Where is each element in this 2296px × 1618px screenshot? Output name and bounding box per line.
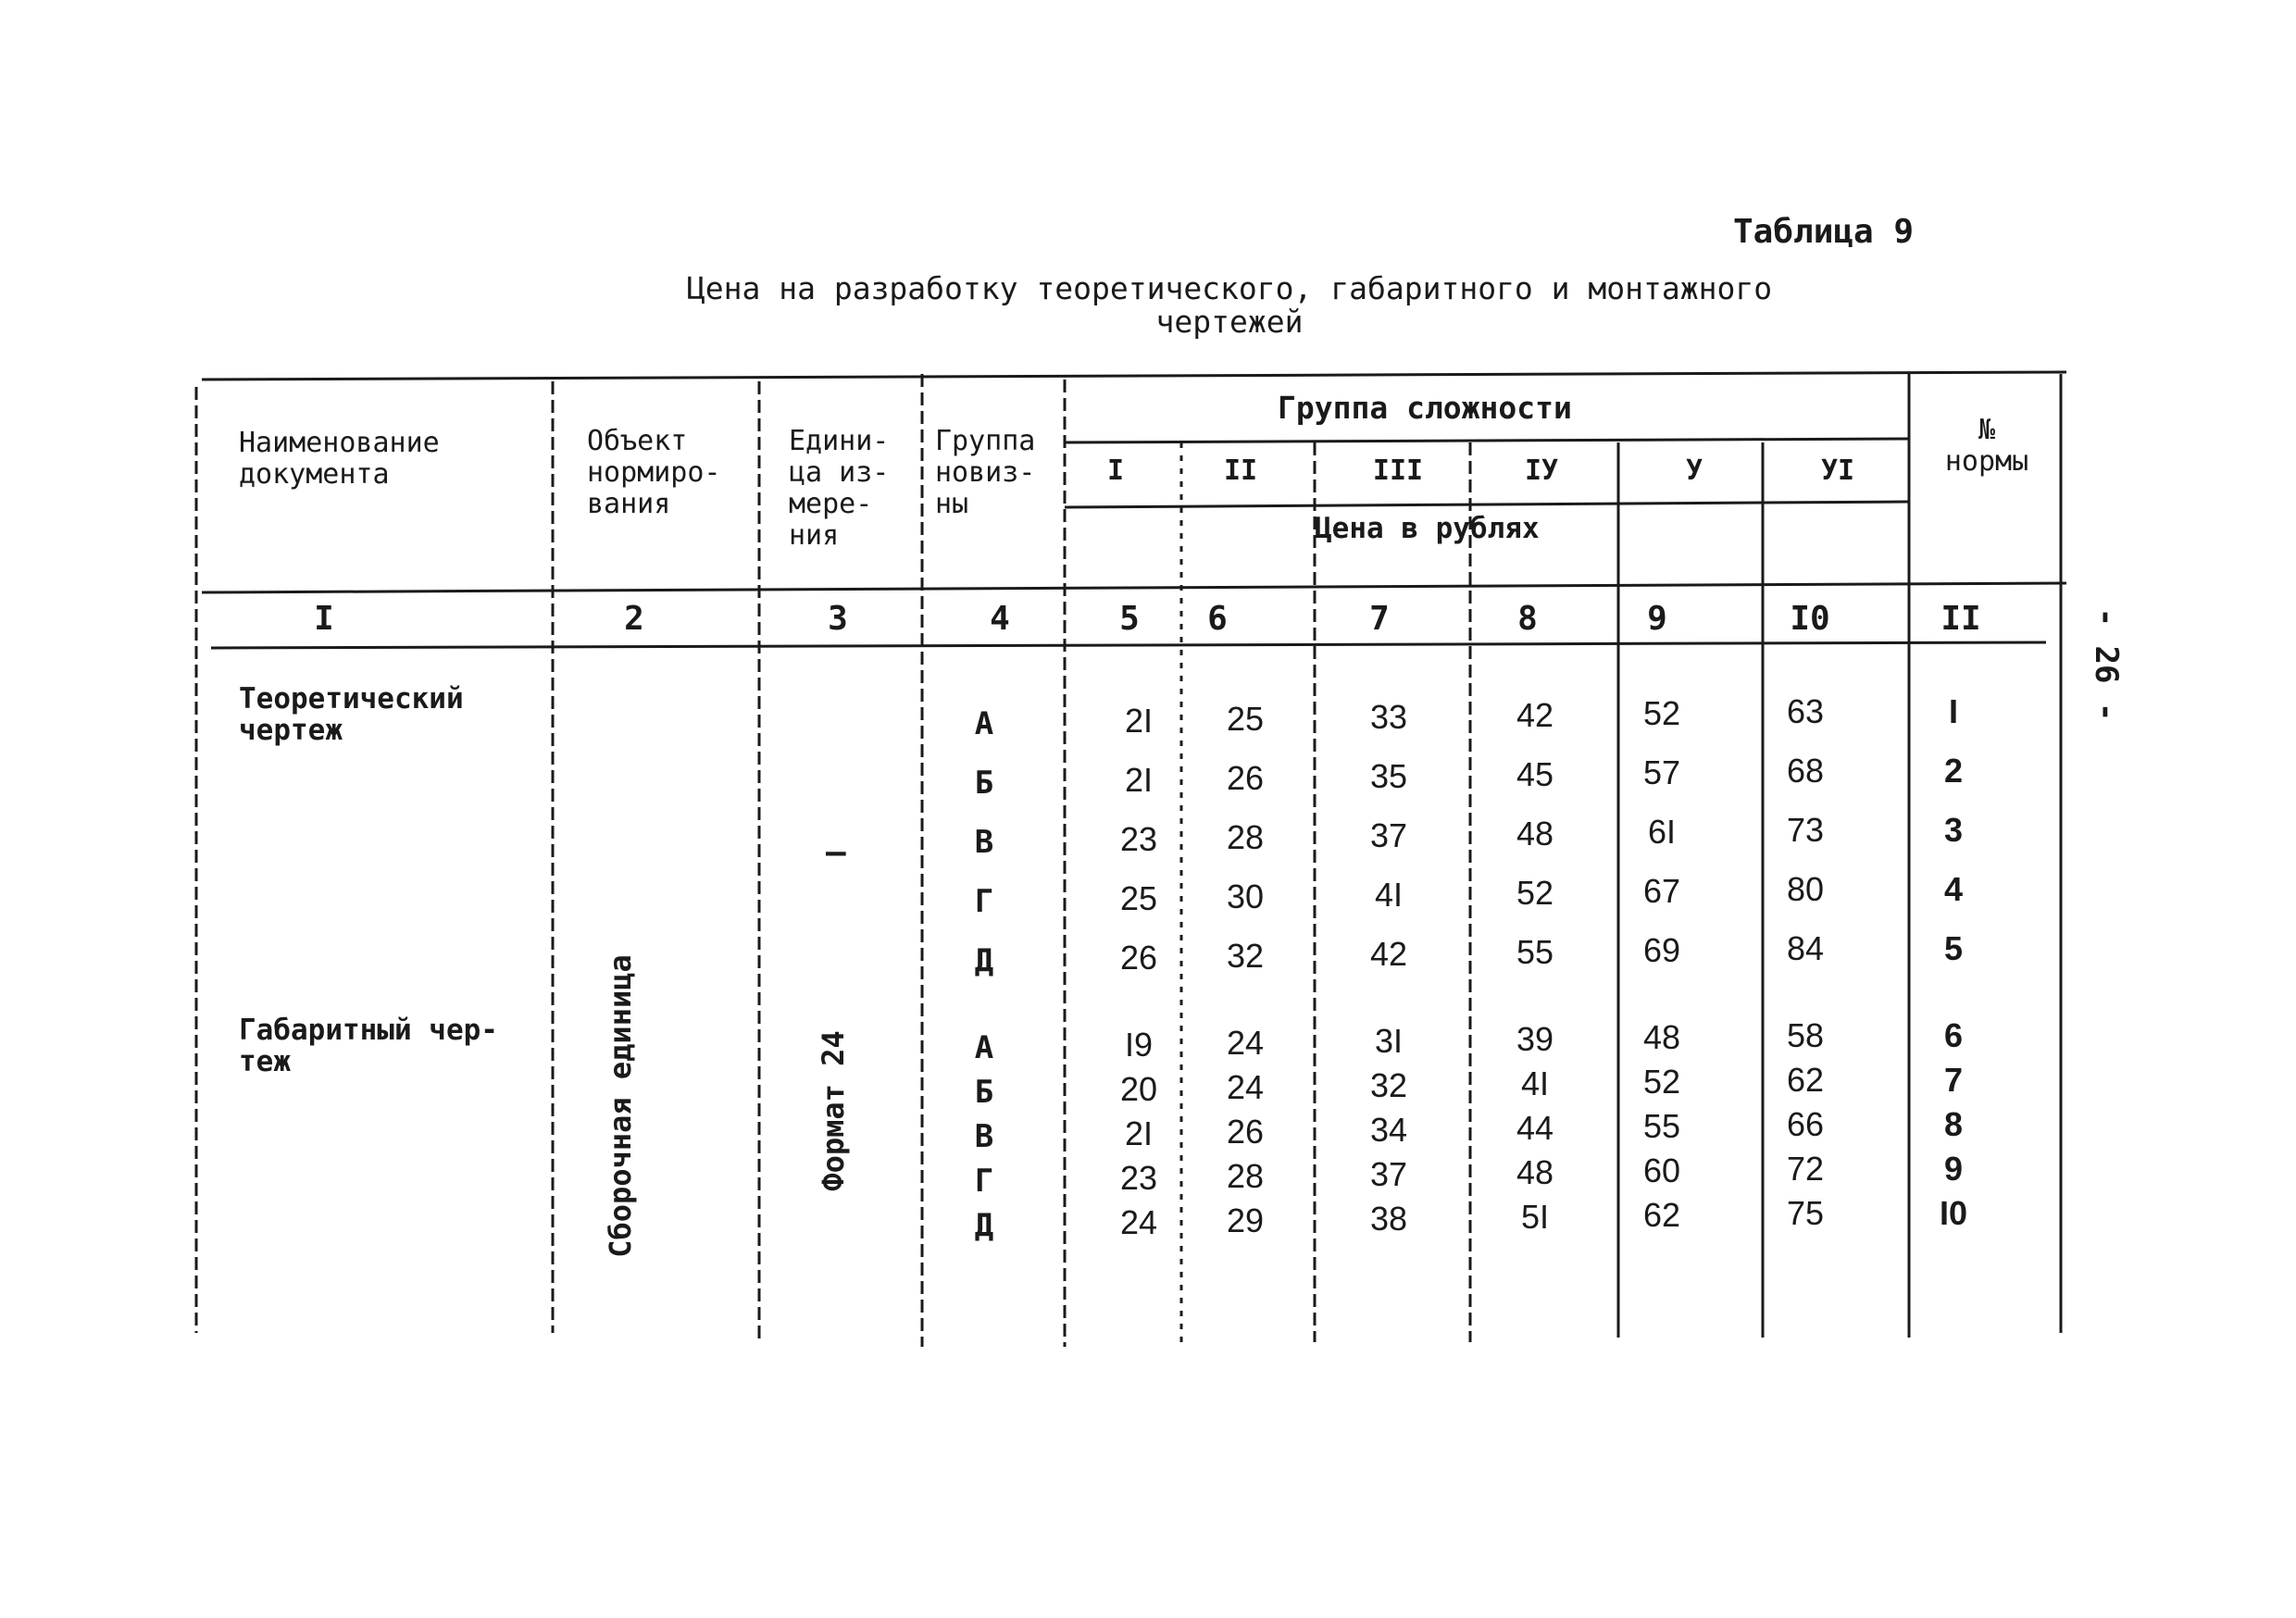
header-unit: Едини- ца из- мере- ния	[789, 425, 890, 552]
price-cell: 23	[1119, 1159, 1158, 1197]
novelty-group-cell: Г	[974, 1163, 994, 1200]
price-cell: 48	[1516, 815, 1554, 853]
price-cell: 55	[1516, 933, 1554, 971]
novelty-group-cell: Д	[974, 942, 994, 979]
price-cell: 80	[1786, 870, 1825, 908]
norm-number-cell: I0	[1939, 1194, 1968, 1232]
price-cell: I9	[1124, 1026, 1154, 1064]
price-cell: 62	[1642, 1196, 1681, 1234]
object-value: Сборочная единица	[603, 954, 638, 1258]
price-cell: 24	[1226, 1068, 1265, 1106]
price-cell: 2I	[1124, 761, 1154, 799]
complexity-group-label: УI	[1820, 454, 1855, 487]
price-cell: 28	[1226, 1157, 1265, 1195]
novelty-group-cell: Б	[974, 1074, 994, 1111]
price-cell: 33	[1369, 698, 1408, 736]
price-cell: 66	[1786, 1105, 1825, 1143]
price-cell: 5I	[1520, 1198, 1550, 1236]
novelty-group-cell: В	[974, 1118, 994, 1155]
price-cell: 69	[1642, 931, 1681, 969]
page-number: - 26 -	[2088, 607, 2125, 722]
header-object: Объект нормиро- вания	[587, 425, 721, 520]
price-cell: 73	[1786, 811, 1825, 849]
unit-dash: –	[826, 833, 846, 871]
price-cell: 60	[1642, 1151, 1681, 1189]
price-cell: 25	[1119, 879, 1158, 917]
price-cell: 62	[1786, 1061, 1825, 1099]
column-number: II	[1940, 600, 1981, 638]
price-cell: 84	[1786, 929, 1825, 967]
column-number: I0	[1790, 600, 1830, 638]
complexity-group-label: II	[1223, 454, 1258, 487]
norm-number-cell: 4	[1943, 870, 1964, 908]
price-cell: 34	[1369, 1111, 1408, 1149]
price-cell: 32	[1226, 937, 1265, 975]
header-novelty: Группа новиз- ны	[935, 425, 1036, 520]
price-cell: 26	[1119, 939, 1158, 977]
price-cell: 45	[1516, 755, 1554, 793]
complexity-divider	[1065, 439, 1909, 442]
price-cell: 28	[1226, 818, 1265, 856]
norm-number-cell: 3	[1943, 811, 1964, 849]
price-cell: 39	[1516, 1020, 1554, 1058]
price-cell: 35	[1369, 757, 1408, 795]
price-cell: 24	[1119, 1203, 1158, 1241]
price-cell: 63	[1786, 692, 1825, 730]
table-title-line2: чертежей	[1155, 304, 1304, 340]
price-cell: 57	[1642, 753, 1681, 791]
price-cell: 58	[1786, 1016, 1825, 1054]
price-divider	[1065, 502, 1909, 507]
header-norm-no: № нормы	[1944, 414, 2029, 478]
norm-number-cell: I	[1948, 692, 1958, 730]
price-cell: 2I	[1124, 1114, 1154, 1152]
complexity-group-label: I	[1106, 454, 1125, 487]
norm-number-cell: 5	[1943, 929, 1964, 967]
price-cell: 26	[1226, 1113, 1265, 1151]
norm-number-cell: 6	[1943, 1016, 1964, 1054]
header-complexity: Группа сложности	[1278, 390, 1572, 426]
complexity-group-label: IУ	[1524, 454, 1559, 487]
norm-number-cell: 9	[1943, 1150, 1964, 1188]
column-number: 7	[1369, 600, 1390, 638]
price-cell: 4I	[1520, 1064, 1550, 1102]
header-bottom-border	[202, 583, 2066, 592]
column-number: 4	[990, 600, 1010, 638]
norm-number-cell: 8	[1943, 1105, 1964, 1143]
table-title: Цена на разработку теоретического, габаритного и монтажного	[686, 270, 1773, 306]
price-cell: 20	[1119, 1070, 1158, 1108]
column-number: 6	[1207, 600, 1228, 638]
price-cell: 6I	[1647, 813, 1677, 851]
section-name-overall: Габаритный чер- теж	[239, 1014, 498, 1078]
price-cell: 44	[1516, 1109, 1554, 1147]
price-cell: 48	[1642, 1018, 1681, 1056]
novelty-group-cell: Г	[974, 883, 994, 920]
norm-number-cell: 7	[1943, 1061, 1964, 1099]
price-cell: 68	[1786, 752, 1825, 790]
novelty-group-cell: А	[974, 1029, 994, 1066]
price-cell: 72	[1786, 1150, 1825, 1188]
price-cell: 26	[1226, 759, 1265, 797]
table-top-border	[202, 372, 2066, 380]
column-number: I	[314, 600, 334, 638]
norm-number-cell: 2	[1943, 752, 1964, 790]
header-price: Цена в рублях	[1315, 512, 1540, 545]
price-cell: 52	[1642, 694, 1681, 732]
column-number: 5	[1119, 600, 1140, 638]
novelty-group-cell: В	[974, 824, 994, 861]
price-cell: 48	[1516, 1153, 1554, 1191]
column-number: 9	[1647, 600, 1667, 638]
unit-value: Формат 24	[816, 1030, 851, 1191]
price-cell: 42	[1369, 935, 1408, 973]
price-cell: 37	[1369, 816, 1408, 854]
complexity-group-label: У	[1685, 454, 1703, 487]
price-cell: 23	[1119, 820, 1158, 858]
price-cell: 30	[1226, 877, 1265, 915]
column-number: 3	[828, 600, 848, 638]
price-cell: 42	[1516, 696, 1554, 734]
price-cell: 55	[1642, 1107, 1681, 1145]
price-cell: 38	[1369, 1200, 1408, 1238]
price-cell: 25	[1226, 700, 1265, 738]
price-cell: 67	[1642, 872, 1681, 910]
price-cell: 52	[1516, 874, 1554, 912]
price-cell: 24	[1226, 1024, 1265, 1062]
price-cell: 75	[1786, 1194, 1825, 1232]
column-number: 2	[624, 600, 644, 638]
price-cell: 52	[1642, 1063, 1681, 1101]
novelty-group-cell: А	[974, 705, 994, 742]
price-cell: 29	[1226, 1201, 1265, 1239]
price-cell: 32	[1369, 1066, 1408, 1104]
complexity-group-label: III	[1372, 454, 1424, 487]
table-label: Таблица 9	[1733, 213, 1915, 251]
colnum-bottom-border	[211, 642, 2046, 648]
price-cell: 3I	[1374, 1022, 1404, 1060]
price-cell: 37	[1369, 1155, 1408, 1193]
price-cell: 4I	[1374, 876, 1404, 914]
novelty-group-cell: Д	[974, 1207, 994, 1244]
column-number: 8	[1517, 600, 1538, 638]
section-name-theoretical: Теоретический чертеж	[239, 682, 464, 747]
price-cell: 2I	[1124, 702, 1154, 740]
novelty-group-cell: Б	[974, 765, 994, 802]
header-doc-name: Наименование документа	[239, 427, 440, 491]
